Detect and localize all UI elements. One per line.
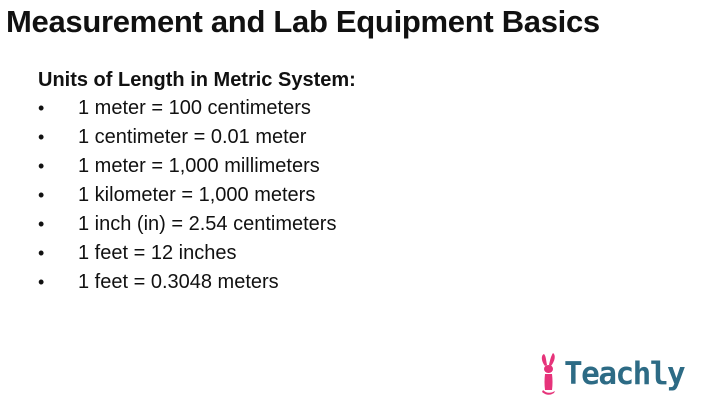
bullet-icon: •	[38, 272, 45, 292]
bullet-icon: •	[38, 98, 45, 118]
list-item-text: 1 meter = 100 centimeters	[78, 97, 311, 119]
bullet-icon: •	[38, 156, 45, 176]
iteachly-logo	[536, 350, 684, 398]
bullet-icon: •	[38, 243, 45, 263]
list-item	[38, 152, 638, 181]
list-item-text: 1 feet = 12 inches	[78, 242, 237, 264]
list-item-text: 1 centimeter = 0.01 meter	[78, 126, 307, 148]
list-item-text: 1 meter = 1,000 millimeters	[78, 155, 320, 177]
list-item-text: 1 kilometer = 1,000 meters	[78, 184, 316, 206]
bullet-icon: •	[38, 214, 45, 234]
bullet-list	[38, 94, 638, 297]
list-item	[38, 123, 638, 152]
list-item	[38, 210, 638, 239]
slide-title: Measurement and Lab Equipment Basics	[6, 4, 600, 39]
bullet-icon: •	[38, 185, 45, 205]
section-subheading: Units of Length in Metric System:	[38, 69, 356, 91]
logo-text: Teachly	[564, 356, 685, 392]
bullet-icon: •	[38, 127, 45, 147]
slide-content	[38, 66, 638, 297]
list-item	[38, 239, 638, 268]
list-item-text: 1 feet = 0.3048 meters	[78, 271, 279, 293]
list-item	[38, 268, 638, 297]
list-item	[38, 181, 638, 210]
list-item-text: 1 inch (in) = 2.54 centimeters	[78, 213, 337, 235]
bunny-i-icon	[536, 352, 562, 396]
list-item	[38, 94, 638, 123]
